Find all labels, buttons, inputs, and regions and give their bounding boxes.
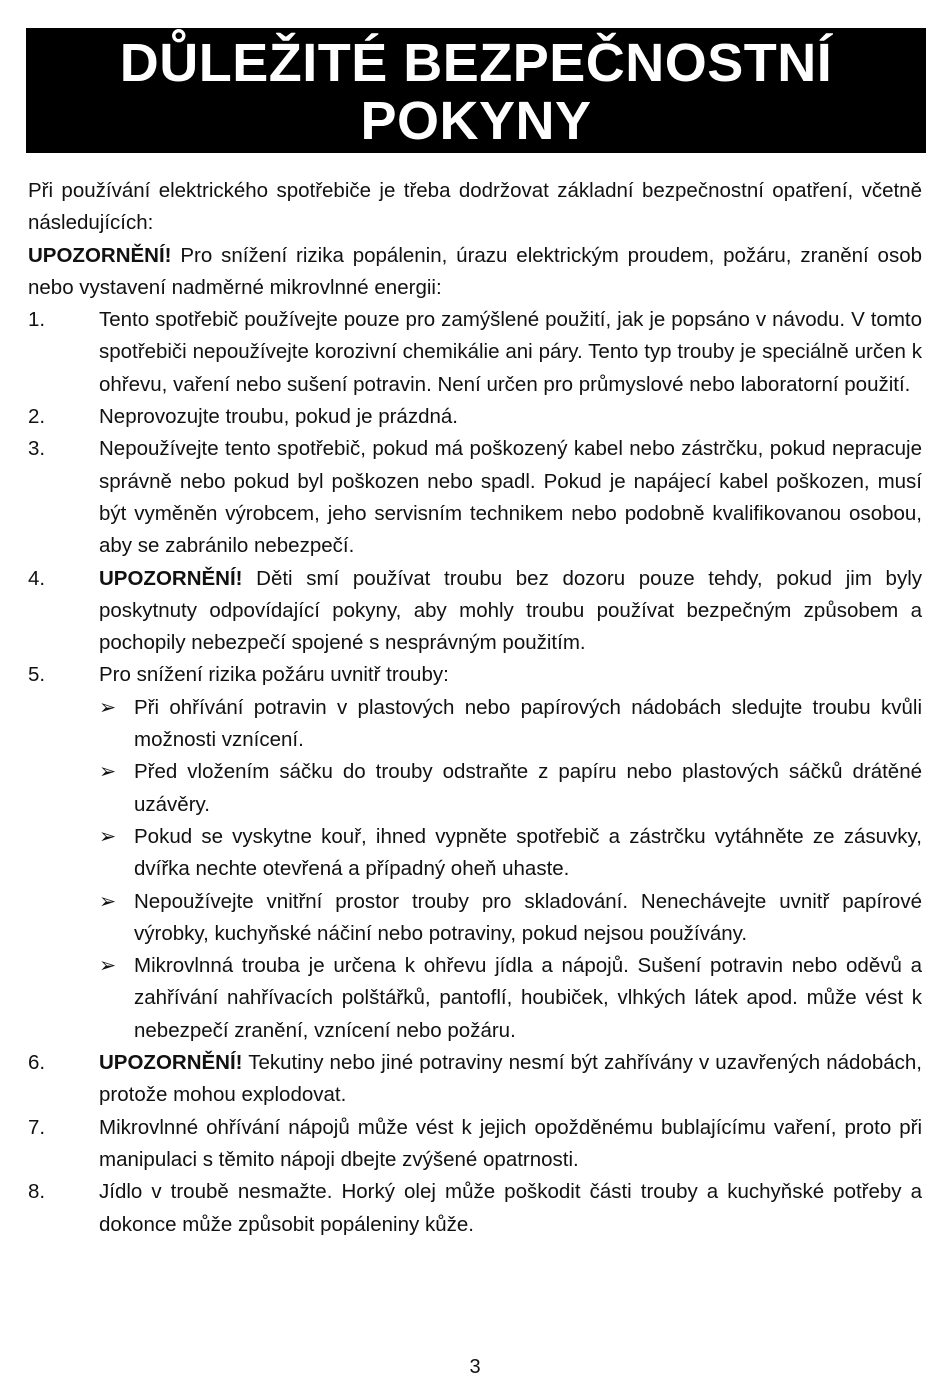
- item-number: 1.: [28, 308, 46, 332]
- safety-instructions: [28, 175, 922, 1241]
- arrow-bullet-icon: ➢: [99, 954, 117, 978]
- item-number: 8.: [28, 1180, 46, 1204]
- warning-label: UPOZORNĚNÍ!: [28, 243, 172, 267]
- item-number: 5.: [28, 663, 46, 687]
- sub-item-5: [99, 950, 922, 1047]
- item-text: Tekutiny nebo jiné potraviny nesmí být zahřívány v uzavřených nádobách, protože mohou explodovat.: [99, 1051, 923, 1107]
- item-text: Jídlo v troubě nesmažte. Horký olej může poškodit části trouby a kuchyňské potřeby a dokonce může způsobit popáleniny kůže.: [99, 1180, 922, 1236]
- item-text: Tento spotřebič používejte pouze pro zamýšlené použití, jak je popsáno v návodu. V tomto spotřebiči nepoužívejte korozivní chemikálie ani páry. Tento typ trouby je speciálně určen k ohřevu, vaření nebo sušení potravin. Není určen pro průmyslové nebo laboratorní použití.: [99, 308, 922, 396]
- intro-paragraph: Při používání elektrického spotřebiče je třeba dodržovat základní bezpečnostní opatření, včetně následujících:: [28, 179, 922, 235]
- list-item-7: [28, 1112, 922, 1177]
- list-item-5: [28, 659, 922, 691]
- arrow-bullet-icon: ➢: [99, 824, 117, 848]
- item-text: Neprovozujte troubu, pokud je prázdná.: [99, 405, 458, 429]
- sub-item-1: [99, 692, 922, 757]
- warning-text: Pro snížení rizika popálenin, úrazu elektrickým proudem, požáru, zranění osob nebo vystavení nadměrné mikrovlnné energii:: [28, 243, 923, 299]
- item-number: 6.: [28, 1051, 46, 1075]
- list-item-1: [28, 304, 922, 401]
- sub-item-text: Mikrovlnná trouba je určena k ohřevu jídla a nápojů. Sušení potravin nebo oděvů a zahřívání nahřívacích polštářků, pantoflí, houbiček, vlhkých látek apod. může vést k nebezpečí zranění, vznícení nebo požáru.: [134, 954, 922, 1042]
- item-text: Nepoužívejte tento spotřebič, pokud má poškozený kabel nebo zástrčku, pokud nepracuje správně nebo pokud byl poškozen nebo spadl. Pokud je napájecí kabel poškozen, musí být vyměněn výrobcem, jeho servisním technikem nebo podobně kvalifikovanou osobou, aby se zabránilo nebezpečí.: [99, 437, 922, 558]
- list-item-4: [28, 563, 922, 660]
- warning-paragraph: [28, 240, 922, 305]
- sub-item-text: Před vložením sáčku do trouby odstraňte z papíru nebo plastových sáčků drátěné uzávěry.: [134, 760, 922, 816]
- arrow-bullet-icon: ➢: [99, 889, 117, 913]
- page-number: 3: [469, 1356, 481, 1378]
- arrow-bullet-icon: ➢: [99, 760, 117, 784]
- page-title: DŮLEŽITÉ BEZPEČNOSTNÍ POKYNY: [26, 28, 926, 153]
- sub-item-2: [99, 756, 922, 821]
- item-number: 3.: [28, 437, 46, 461]
- warning-label: UPOZORNĚNÍ!: [99, 566, 243, 590]
- sub-item-text: Při ohřívání potravin v plastových nebo papírových nádobách sledujte troubu kvůli možnosti vznícení.: [134, 695, 922, 752]
- sub-item-text: Pokud se vyskytne kouř, ihned vypněte spotřebič a zástrčku vytáhněte ze zásuvky, dvířka nechte otevřená a případný oheň uhaste.: [134, 824, 922, 881]
- warning-label: UPOZORNĚNÍ!: [99, 1051, 243, 1075]
- item-text: Děti smí používat troubu bez dozoru pouze tehdy, pokud jim byly poskytnuty odpovídající pokyny, aby mohly troubu používat bezpečným způsobem a pochopily nebezpečí spojené s nesprávným použitím.: [99, 566, 922, 655]
- item-text: Pro snížení rizika požáru uvnitř trouby:: [99, 663, 449, 687]
- sub-item-text: Nepoužívejte vnitřní prostor trouby pro skladování. Nenechávejte uvnitř papírové výrobky, kuchyňské náčiní nebo potraviny, pokud nejsou používány.: [134, 889, 922, 945]
- sub-item-3: [99, 821, 922, 886]
- item-number: 4.: [28, 566, 46, 590]
- item-text: Mikrovlnné ohřívání nápojů může vést k jejich opožděnému bublajícímu vaření, proto při manipulaci s těmito nápoji dbejte zvýšené opatrnosti.: [99, 1115, 922, 1171]
- item-number: 2.: [28, 405, 46, 429]
- list-item-2: [28, 401, 922, 433]
- item-number: 7.: [28, 1115, 46, 1139]
- list-item-3: [28, 433, 922, 562]
- arrow-bullet-icon: ➢: [99, 695, 117, 719]
- list-item-8: [28, 1176, 922, 1241]
- sub-item-4: [99, 886, 922, 951]
- list-item-6: [28, 1047, 922, 1112]
